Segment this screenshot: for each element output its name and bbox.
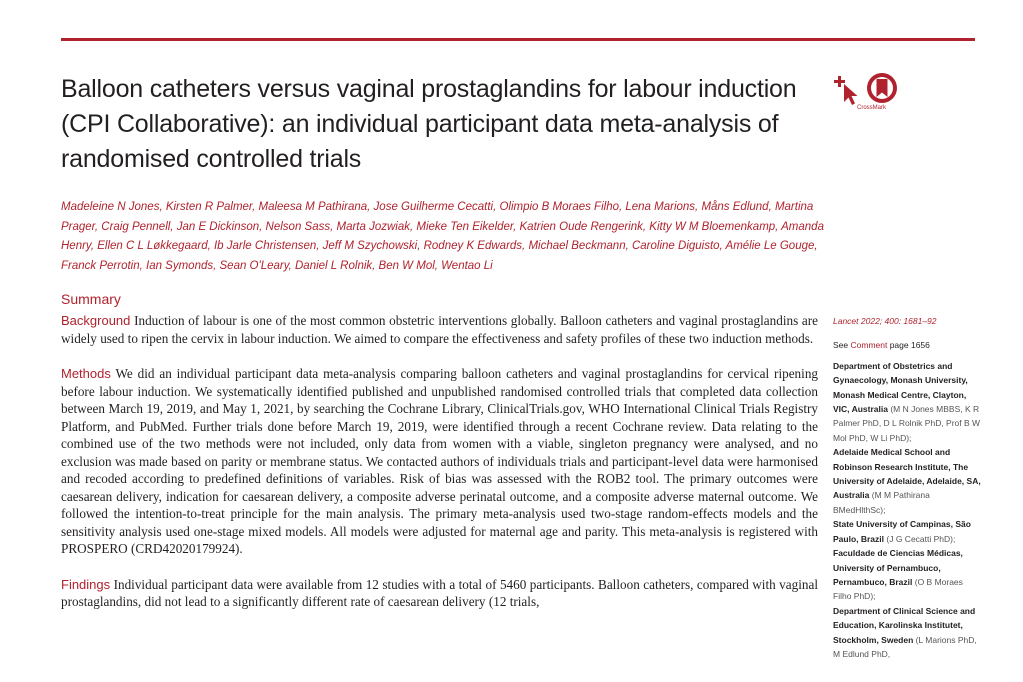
- comment-link[interactable]: Comment: [850, 340, 888, 351]
- affiliation-4-authors: (O B Moraes Filho PhD);: [833, 576, 963, 602]
- summary-heading: Summary: [61, 291, 121, 307]
- author-list: Madeleine N Jones, Kirsten R Palmer, Maleesa M Pathirana, Jose Guilherme Cecatti, Olimpio B Moraes Filho, Lena Marions, Måns Edlund, Martina Prager, Craig Pennell, Jan E Dickinson, Nelson Sass, Marta Jozwiak, Mieke Ten Eikelder, Katrien Oude Rengerink, Kitty W M Bloemenkamp, Amanda Henry, Ellen C L Løkkegaard, Ib Jarle Christensen, Jeff M Szychowski, Rodney K Edwards, Michael Beckmann, Caroline Diguisto, Amélie Le Gouge, Franck Perrotin, Ian Symonds, Sean O'Leary, Daniel L Rolnik, Ben W Mol, Wentao Li: [61, 201, 824, 272]
- affiliation-2-authors: (M M Pathirana BMedHlthSc);: [833, 490, 930, 515]
- background-text: Induction of labour is one of the most common obstetric interventions globally. Balloon catheters and vaginal prostaglandins are widely used to ripen the cervix in labour induction. We aimed to compare the effectiveness and safety profiles of these two induction methods.: [61, 313, 819, 346]
- affiliation-4-institution: Faculdade de Ciencias Médicas, University of Pernambuco, Pernambuco, Brazil: [833, 548, 963, 587]
- findings-label: Findings: [61, 576, 111, 592]
- findings-paragraph: [61, 576, 818, 611]
- affiliation-5-authors: (L Marions PhD, M Edlund PhD,: [833, 634, 977, 659]
- affiliation-2-institution: Adelaide Medical School and Robinson Research Institute, The University of Adelaide, Adelaide, SA, Australia: [833, 447, 981, 501]
- affiliation-1: [833, 359, 983, 445]
- see-suffix: page 1656: [887, 340, 930, 351]
- affiliation-3-authors: (J G Cecatti PhD);: [886, 533, 956, 544]
- affiliation-1-authors: (M N Jones MBBS, K R Palmer PhD, D L Rolnik PhD, Prof B W Mol PhD, W Li PhD);: [833, 404, 981, 443]
- affiliation-2: [833, 445, 983, 517]
- sidebar: [833, 314, 983, 661]
- background-paragraph: [61, 312, 818, 347]
- findings-text: Individual participant data were available from 12 studies with a total of 5460 participants. Balloon catheters, compared with vaginal prostaglandins, did not lead to a significantly different rate of caesarean delivery (12 trials,: [61, 576, 818, 609]
- methods-paragraph: [61, 365, 818, 558]
- abstract-body: [61, 312, 818, 629]
- affiliation-1-institution: Department of Obstetrics and Gynaecology, Monash University, Monash Medical Centre, Clayton, VIC, Australia: [833, 360, 968, 415]
- citation: Lancet 2022; 400: 1681–92: [833, 316, 937, 326]
- affiliation-5: [833, 604, 983, 662]
- see-comment: [833, 338, 983, 352]
- see-prefix: See: [833, 340, 851, 351]
- article-title: Balloon catheters versus vaginal prostaglandins for labour induction (CPI Collaborative): an individual participant data meta-analysis of randomised controlled trials: [61, 75, 797, 173]
- affiliation-5-institution: Department of Clinical Science and Education, Karolinska Institutet, Stockholm, Sweden: [833, 605, 976, 645]
- affiliation-3-institution: State University of Campinas, São Paulo, Brazil: [833, 519, 971, 544]
- affiliation-4: [833, 546, 983, 604]
- affiliation-3: [833, 517, 983, 546]
- methods-label: Methods: [61, 366, 111, 381]
- crossmark-label: CrossMark: [857, 105, 887, 111]
- header-rule: [61, 38, 975, 41]
- background-label: Background: [61, 313, 131, 328]
- methods-text: We did an individual participant data meta-analysis comparing balloon catheters and vaginal prostaglandins for cervical ripening before labour induction. We systematically identified published and unpublished randomised controlled trials that completed data collection between March 19, 2019, and May 1, 2021, by searching the Cochrane Library, ClinicalTrials.gov, WHO International Clinical Trials Registry Platform, and PubMed. Further trials done before March 19, 2019, were identified through a recent Cochrane review. Data relating to the combined use of the two methods were not included, only data from women with a viable, singleton pregnancy were analysed, and no exclusion was made based on parity or membrane status. We contacted authors of individuals trials and participant-level data were harmonised and recoded according to predefined definitions of variables. Risk of bias was assessed with the ROB2 tool. The primary outcomes were caesarean delivery, indication for caesarean delivery, a composite adverse perinatal outcome, and a composite adverse maternal outcome. We followed the intention-to-treat principle for the main analysis. The primary meta-analysis used two-stage random-effects models and the sensitivity analysis used one-stage mixed models. All models were adjusted for maternal age and parity. This meta-analysis is registered with PROSPERO (CRD42020179924).: [61, 366, 819, 556]
